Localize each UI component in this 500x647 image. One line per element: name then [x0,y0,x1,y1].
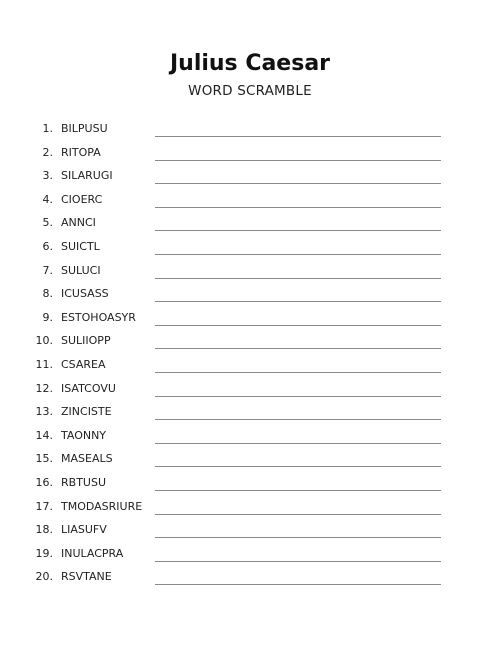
scramble-item-19 [0,545,500,569]
answer-line[interactable] [155,490,441,491]
scramble-item-20 [0,568,500,592]
item-number: 17. [35,499,53,513]
answer-line[interactable] [155,254,441,255]
scramble-item-8 [0,285,500,309]
scrambled-word: TAONNY [61,428,107,442]
answer-line[interactable] [155,561,441,562]
answer-line[interactable] [155,443,441,444]
item-number: 8. [42,287,53,301]
scramble-item-15 [0,450,500,474]
scramble-item-17 [0,498,500,522]
answer-line[interactable] [155,230,441,231]
answer-line[interactable] [155,514,441,515]
scrambled-word: ISATCOVU [61,381,116,395]
scrambled-word: SILARUGI [61,169,113,183]
item-number: 12. [35,381,53,395]
scramble-item-13 [0,403,500,427]
scrambled-word: ANNCI [61,216,96,230]
scrambled-word: INULACPRA [61,546,124,560]
item-number: 11. [35,357,53,371]
item-number: 5. [42,216,53,230]
answer-line[interactable] [155,301,441,302]
item-number: 4. [42,192,53,206]
answer-line[interactable] [155,396,441,397]
answer-line[interactable] [155,537,441,538]
item-number: 19. [35,546,53,560]
answer-line[interactable] [155,278,441,279]
scramble-item-5 [0,214,500,238]
scramble-item-16 [0,474,500,498]
answer-line[interactable] [155,183,441,184]
item-number: 7. [42,263,53,277]
scrambled-word: RSVTANE [61,570,112,584]
page-title: Julius Caesar [169,51,331,76]
item-number: 9. [42,310,53,324]
item-number: 10. [35,334,53,348]
scramble-item-4 [0,191,500,215]
scramble-item-6 [0,238,500,262]
scramble-item-3 [0,167,500,191]
scrambled-word: MASEALS [61,452,113,466]
item-number: 20. [35,570,53,584]
scrambled-word: SUICTL [61,239,100,253]
scrambled-word: ESTOHOASYR [61,310,136,324]
answer-line[interactable] [155,372,441,373]
scrambled-word: CSAREA [61,357,106,371]
scramble-item-9 [0,309,500,333]
item-number: 14. [35,428,53,442]
scrambled-word: SULIIOPP [61,334,111,348]
item-number: 6. [42,239,53,253]
scrambled-word: RBTUSU [61,475,106,489]
scrambled-word: SULUCI [61,263,101,277]
answer-line[interactable] [155,348,441,349]
scrambled-word: LIASUFV [61,523,107,537]
scramble-item-18 [0,521,500,545]
scramble-item-2 [0,144,500,168]
item-number: 1. [42,122,53,135]
answer-line[interactable] [155,419,441,420]
item-number: 15. [35,452,53,466]
answer-line[interactable] [155,207,441,208]
answer-line[interactable] [155,325,441,326]
scrambled-word: CIOERC [61,192,103,206]
item-number: 2. [42,145,53,159]
answer-line[interactable] [155,466,441,467]
item-number: 3. [42,169,53,183]
answer-line[interactable] [155,584,441,585]
scramble-item-11 [0,356,500,380]
item-number: 16. [35,475,53,489]
scrambled-word: RITOPA [61,145,101,159]
scrambled-word: ZINCISTE [61,405,112,419]
scramble-item-7 [0,262,500,286]
answer-line[interactable] [155,136,441,137]
scramble-item-1 [0,120,500,144]
item-number: 13. [35,405,53,419]
scramble-item-14 [0,427,500,451]
item-number: 18. [35,523,53,537]
scramble-list [0,120,500,592]
page-subtitle: WORD SCRAMBLE [188,83,312,99]
scrambled-word: TMODASRIURE [61,499,143,513]
scrambled-word: ICUSASS [61,287,109,301]
answer-line[interactable] [155,160,441,161]
scrambled-word: BILPUSU [61,122,108,135]
scramble-item-12 [0,380,500,404]
scramble-item-10 [0,332,500,356]
